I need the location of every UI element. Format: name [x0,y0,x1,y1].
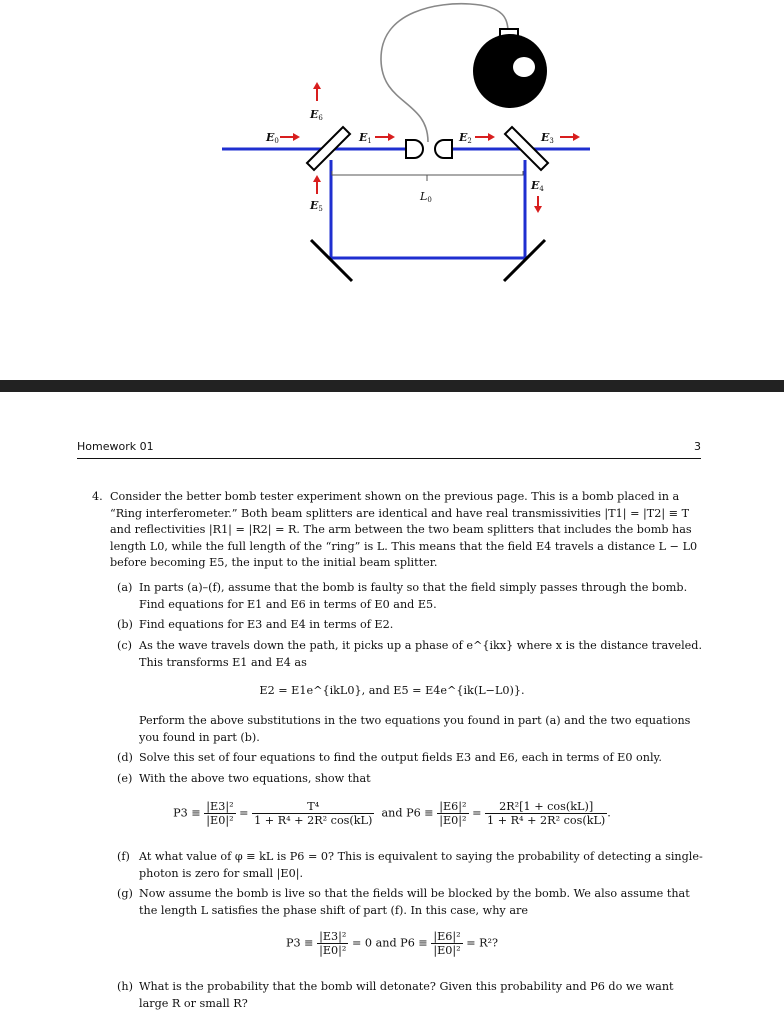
eq-frac-e6-e0 [437,800,468,827]
frac-den: 1 + R⁴ + 2R² cos(kL) [487,814,606,827]
part-h-text: What is the probability that the bomb will detonate? Given this probability and P6 do we want large R or small R? [139,980,674,1010]
frac-num: |E6|² [439,800,467,813]
frac-den: |E0|² [439,814,467,827]
frac-num: |E3|² [206,800,234,813]
label-e6: E6 [310,108,323,122]
frac-den: |E0|² [206,814,234,827]
question-number: 4. [92,490,103,503]
part-g-text: Now assume the bomb is live so that the fields will be blocked by the bomb. We also assume that the length L satisfies the phase shift of part (f). In this case, why are [139,887,690,917]
part-c-equation: E2 = E1e^{ikL0}, and E5 = E4e^{ik(L−L0)}. [259,684,525,697]
label-l0: L0 [420,190,432,204]
eq-frac-e3-e0 [204,800,235,827]
page-header [77,440,701,459]
frac-den: |E0|² [319,944,347,957]
part-d-text: Solve this set of four equations to find the output fields E3 and E6, each in terms of E0 only. [139,751,662,764]
frac-num: 2R²[1 + cos(kL)] [485,800,607,814]
part-c-follow: Perform the above substitutions in the two equations you found in part (a) and the two equations you found in part (b). [139,714,691,744]
part-f-text: At what value of φ ≡ kL is P6 = 0? This is equivalent to saying the probability of detecting a single-photon is zero for small |E0|. [139,850,703,880]
beam-lines [222,149,590,258]
eq-g-end: = R²? [466,936,499,950]
part-g-label: (g) [117,887,133,900]
part-a [117,580,703,613]
eq-frac-p6 [485,800,607,827]
part-d-label: (d) [117,751,133,764]
eq-p3: P3 ≡ [173,806,201,820]
l0-bracket [332,171,523,181]
question-4 [92,489,704,572]
bomb-detector-pair [406,140,452,158]
frac-den: |E0|² [433,944,461,957]
part-a-text: In parts (a)–(f), assume that the bomb is faulty so that the field simply passes through the bomb. Find equations for E1 and E6 in terms of E0 and E5. [139,581,688,611]
part-c-label: (c) [117,639,132,652]
eq-g-p3: P3 ≡ [285,936,314,950]
part-c [117,638,703,671]
part-e-label: (e) [117,772,133,785]
label-e1: E1 [359,131,372,145]
question-text: Consider the better bomb tester experiment shown on the previous page. This is a bomb placed in a “Ring interferometer.” Both beam splitters are identical and have real transmissivities |T1| = |T2| ≡ T and reflectivities |R1| = |R2| = R. The arm between the two beam splitters that includes the bomb has length L0, while the full length of the “ring” is L. This means that the field E4 travels a distance L − L0 before becoming E5, the input to the initial beam splitter. [110,490,698,569]
header-title: Homework 01 [77,440,154,453]
interferometer-diagram [0,0,784,380]
frac-num: |E3|² [319,930,347,943]
part-f [117,849,703,882]
bomb-icon [473,29,547,108]
part-e-equation: P3 ≡ $\frac{\text{|E3|²}}{\text{|E0|²}}$ = $\frac{\text{T⁴}}{\text{1 + R⁴ + 2R² cos(kL)}}$ and P6 ≡ $\frac{\text{|E6|²}}{\text{|E0|²}}$ = $\frac{\text{2R²[1 + cos(kL)]}}{\text{1 + R⁴ + 2R² cos(kL)}}$ . [173,800,611,827]
frac-num: T⁴ [252,800,374,814]
label-e5: E5 [310,199,323,213]
part-h [117,979,703,1012]
eq-g-frac-e6 [431,930,462,957]
label-e2: E2 [459,131,472,145]
part-d [117,750,703,767]
eq-g-mid: = 0 and P6 ≡ [351,936,428,950]
part-b [117,617,703,634]
eq-and-p6: and P6 ≡ [381,806,434,820]
label-e4: E4 [531,179,544,193]
part-e-text: With the above two equations, show that [139,772,371,785]
part-b-text: Find equations for E3 and E4 in terms of E2. [139,618,394,631]
part-a-label: (a) [117,581,133,594]
part-b-label: (b) [117,618,133,631]
part-e [117,771,703,788]
frac-den: 1 + R⁴ + 2R² cos(kL) [254,814,373,827]
eq-frac-p3 [252,800,374,827]
part-h-label: (h) [117,980,133,993]
part-f-label: (f) [117,850,130,863]
label-e0: E0 [266,131,279,145]
page-number: 3 [694,440,701,453]
frac-num: |E6|² [433,930,461,943]
part-g [117,886,703,919]
page-divider [0,380,784,392]
label-e3: E3 [541,131,554,145]
eq-g-frac-e3 [317,930,348,957]
part-c-text: As the wave travels down the path, it picks up a phase of e^{ikx} where x is the distance traveled. This transforms E1 and E4 as [139,639,702,669]
part-g-equation [0,930,784,957]
